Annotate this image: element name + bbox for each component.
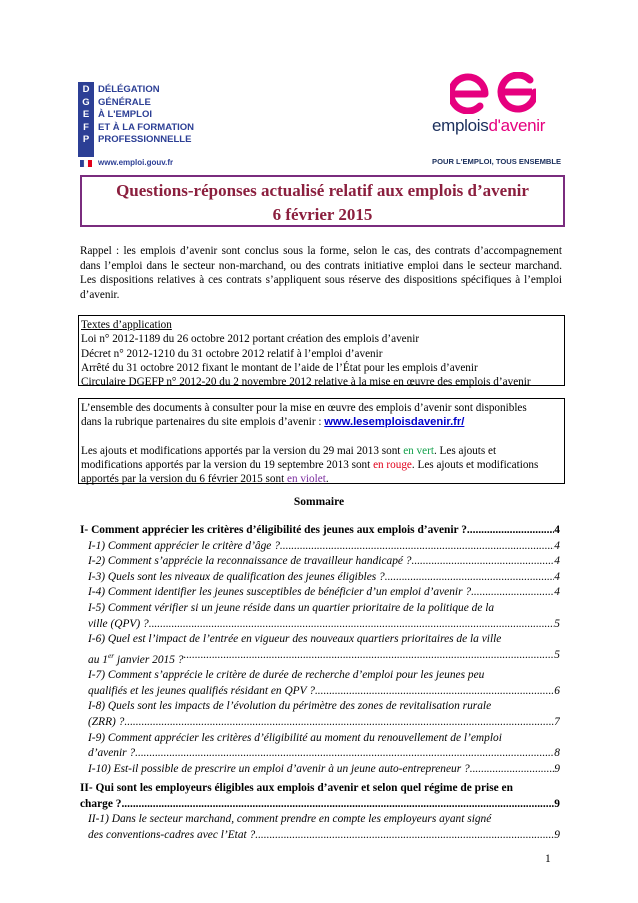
french-flag-icon bbox=[80, 160, 92, 167]
texte-line: Décret n° 2012-1210 du 31 octobre 2012 relatif à l’emploi d’avenir bbox=[81, 347, 383, 360]
texte-line: Loi n° 2012-1189 du 26 octobre 2012 portant création des emplois d’avenir bbox=[81, 333, 420, 346]
dgefp-word: GÉNÉRALE bbox=[98, 96, 151, 108]
versions-line bbox=[81, 472, 562, 486]
versions-line bbox=[81, 458, 562, 472]
dgefp-letter: E bbox=[82, 109, 90, 120]
toc-entry-text: I-1) Comment apprécier le critère d’âge ? bbox=[88, 539, 280, 552]
toc-superscript: er bbox=[107, 650, 115, 660]
toc-text-part: au 1 bbox=[88, 653, 108, 666]
dgefp-word: ET À LA FORMATION bbox=[98, 121, 195, 133]
title-box bbox=[80, 175, 565, 227]
toc-leader bbox=[135, 746, 554, 762]
emplois-avenir-logo bbox=[432, 72, 562, 170]
toc-page: 5 bbox=[554, 648, 560, 661]
toc-entry-i-10[interactable] bbox=[80, 762, 560, 778]
toc-page: 8 bbox=[554, 747, 560, 760]
toc-entry-i-3[interactable] bbox=[80, 570, 560, 586]
document-title: Questions-réponses actualisé relatif aux emplois d’avenir bbox=[116, 181, 529, 200]
toc-entry-text: I- Comment apprécier les critères d’éligibilité des jeunes aux emplois d’avenir ? bbox=[80, 524, 467, 536]
texte-line: Arrêté du 31 octobre 2012 fixant le montant de l’aide de l’État pour les emplois d’avenir bbox=[81, 361, 478, 374]
toc-leader bbox=[467, 523, 554, 539]
toc-page: 9 bbox=[554, 829, 560, 842]
toc-page: 5 bbox=[554, 617, 560, 630]
versions-text: . Les ajouts et bbox=[433, 444, 497, 457]
toc-entry-text: ville (QPV) ? bbox=[88, 617, 149, 630]
ea-brand-avenir: d'avenir bbox=[488, 116, 546, 135]
dgefp-logo bbox=[78, 82, 210, 168]
toc-entry-text: (ZRR) ? bbox=[88, 715, 125, 728]
toc-entry-text: I-10) Est-il possible de prescrire un emploi d’avenir à un jeune auto-entrepreneur ? bbox=[88, 762, 470, 775]
toc-leader bbox=[255, 828, 554, 844]
toc-entry-i-6-line1[interactable]: I-6) Quel est l’impact de l’entrée en vigueur des nouveaux quartiers prioritaires de la ville bbox=[88, 633, 502, 646]
versions-red: en rouge bbox=[373, 459, 412, 472]
toc-page: 4 bbox=[554, 524, 560, 536]
sommaire-title: Sommaire bbox=[293, 496, 345, 508]
toc-entry-i-8-line1[interactable]: I-8) Quels sont les impacts de l’évolution du périmètre des zones de revitalisation rurale bbox=[88, 700, 492, 713]
toc-entry-text: I-4) Comment identifier les jeunes susceptibles de bénéficier d’un emploi d’avenir ? bbox=[88, 586, 472, 599]
toc-entry-i-9-line1[interactable]: I-9) Comment apprécier les critères d’éligibilité au moment du renouvellement de l’emploi bbox=[88, 731, 502, 744]
toc-leader bbox=[315, 684, 554, 700]
toc-leader bbox=[280, 539, 554, 555]
toc-entry-ii-1-line1[interactable]: II-1) Dans le secteur marchand, comment prendre en compte les employeurs ayant signé bbox=[88, 813, 492, 826]
versions-text: modifications apportés par la version du 19 septembre 2013 sont bbox=[81, 459, 374, 472]
rappel-paragraph: Rappel : les emplois d’avenir sont conclus sous la forme, selon le cas, des contrats d’accompagnement dans l’emploi dans le secteur non-marchand, ou des contrats initiative emploi dans le secteur marchand. Les dispositions relatives à ces contrats s’appliquent sous réserve des dispositions spécifiques à l’emploi d’avenir. bbox=[80, 245, 562, 301]
ea-tagline: POUR L'EMPLOI, TOUS ENSEMBLE bbox=[432, 157, 562, 166]
toc-entry-text: d’avenir ? bbox=[88, 747, 136, 760]
toc-entry-text: charge ? bbox=[80, 797, 122, 810]
versions-green: en vert bbox=[403, 444, 434, 457]
toc-leader bbox=[183, 648, 554, 668]
toc-entry-i-9[interactable] bbox=[80, 746, 560, 762]
toc-entry-text: I-2) Comment s’apprécie la reconnaissance de travailleur handicapé ? bbox=[88, 555, 412, 568]
toc-entry-text: I-3) Quels sont les niveaux de qualification des jeunes éligibles ? bbox=[88, 570, 385, 583]
textes-heading: Textes d’application bbox=[81, 319, 172, 331]
docs-intro-line: L’ensemble des documents à consulter pour la mise en œuvre des emplois d’avenir sont disponibles bbox=[81, 402, 527, 414]
toc-page: 4 bbox=[554, 539, 560, 552]
toc-entry-i-6[interactable] bbox=[80, 648, 560, 668]
toc-entry-text bbox=[88, 648, 183, 668]
toc-page: 4 bbox=[554, 555, 560, 568]
versions-line bbox=[81, 444, 562, 458]
toc-leader bbox=[471, 585, 554, 601]
dgefp-word: PROFESSIONNELLE bbox=[98, 134, 192, 145]
toc-leader bbox=[149, 617, 555, 633]
docs-intro-line bbox=[81, 415, 562, 429]
ea-monogram-icon bbox=[450, 72, 536, 114]
texte-line: Circulaire DGEFP n° 2012-20 du 2 novembre 2012 relative à la mise en œuvre des emplois d’avenir bbox=[81, 376, 531, 389]
versions-text: Les ajouts et modifications apportés par la version du 29 mai 2013 sont bbox=[81, 444, 404, 457]
documents-box bbox=[78, 398, 565, 484]
toc-page: 9 bbox=[554, 762, 560, 775]
document-date: 6 février 2015 bbox=[272, 205, 373, 224]
toc-leader bbox=[412, 554, 555, 570]
toc-leader bbox=[470, 762, 555, 778]
toc-entry-i-7-line1[interactable]: I-7) Comment s’apprécie le critère de durée de recherche d’emploi pour les jeunes peu bbox=[88, 669, 485, 682]
toc-text-part: janvier 2015 ? bbox=[114, 653, 184, 666]
toc-page: 9 bbox=[554, 797, 560, 810]
toc-page: 4 bbox=[554, 586, 560, 599]
toc-entry-section-2[interactable] bbox=[80, 797, 560, 813]
toc-entry-text: des conventions-cadres avec l’Etat ? bbox=[88, 829, 256, 842]
docs-intro-text: dans la rubrique partenaires du site emplois d’avenir : bbox=[81, 416, 325, 429]
dgefp-word: DÉLÉGATION bbox=[98, 84, 160, 95]
toc-entry-text: qualifiés et les jeunes qualifiés résidant en QPV ? bbox=[88, 684, 315, 697]
toc-entry-i-4[interactable] bbox=[80, 585, 560, 601]
ea-brand bbox=[432, 116, 545, 136]
versions-violet: en violet bbox=[286, 473, 326, 486]
versions-text: apportés par la version du 6 février 2015 sont bbox=[81, 473, 287, 486]
toc-entry-i-5-line1[interactable]: I-5) Comment vérifier si un jeune réside dans un quartier prioritaire de la politique de la bbox=[88, 601, 495, 614]
ea-brand-emplois: emplois bbox=[432, 116, 489, 135]
textes-application-box bbox=[78, 315, 565, 389]
toc-entry-i-1[interactable] bbox=[80, 539, 560, 555]
dgefp-logo-words bbox=[98, 84, 194, 147]
site-link[interactable]: www.lesemploisdavenir.fr/ bbox=[324, 416, 465, 429]
dgefp-letter: F bbox=[83, 121, 89, 133]
dgefp-letter: P bbox=[82, 134, 90, 145]
toc-entry-i-5[interactable] bbox=[80, 617, 560, 633]
toc-entry-ii-1[interactable] bbox=[80, 828, 560, 844]
versions-text: . bbox=[325, 473, 329, 486]
dgefp-url: www.emploi.gouv.fr bbox=[98, 158, 174, 167]
toc-entry-section-2-line1[interactable]: II- Qui sont les employeurs éligibles aux emplois d’avenir et selon quel régime de prise en bbox=[80, 782, 513, 795]
dgefp-letter: G bbox=[82, 96, 90, 108]
versions-text: . Les ajouts et modifications bbox=[411, 459, 539, 472]
toc-page: 4 bbox=[554, 570, 560, 583]
toc-entry-section-1[interactable] bbox=[80, 523, 560, 539]
dgefp-letter: D bbox=[82, 84, 90, 95]
docs-spacer bbox=[81, 430, 562, 444]
toc-entry-i-2[interactable] bbox=[80, 554, 560, 570]
toc-leader bbox=[121, 797, 554, 813]
toc-page: 6 bbox=[554, 684, 560, 697]
table-of-contents bbox=[80, 523, 560, 844]
dgefp-logo-letters bbox=[78, 84, 94, 147]
toc-entry-i-7[interactable] bbox=[80, 684, 560, 700]
page-number: 1 bbox=[545, 853, 551, 865]
toc-page: 7 bbox=[554, 715, 560, 728]
toc-entry-i-8[interactable] bbox=[80, 715, 560, 731]
dgefp-word: À L'EMPLOI bbox=[98, 109, 152, 120]
toc-leader bbox=[124, 715, 554, 731]
toc-leader bbox=[385, 570, 555, 586]
